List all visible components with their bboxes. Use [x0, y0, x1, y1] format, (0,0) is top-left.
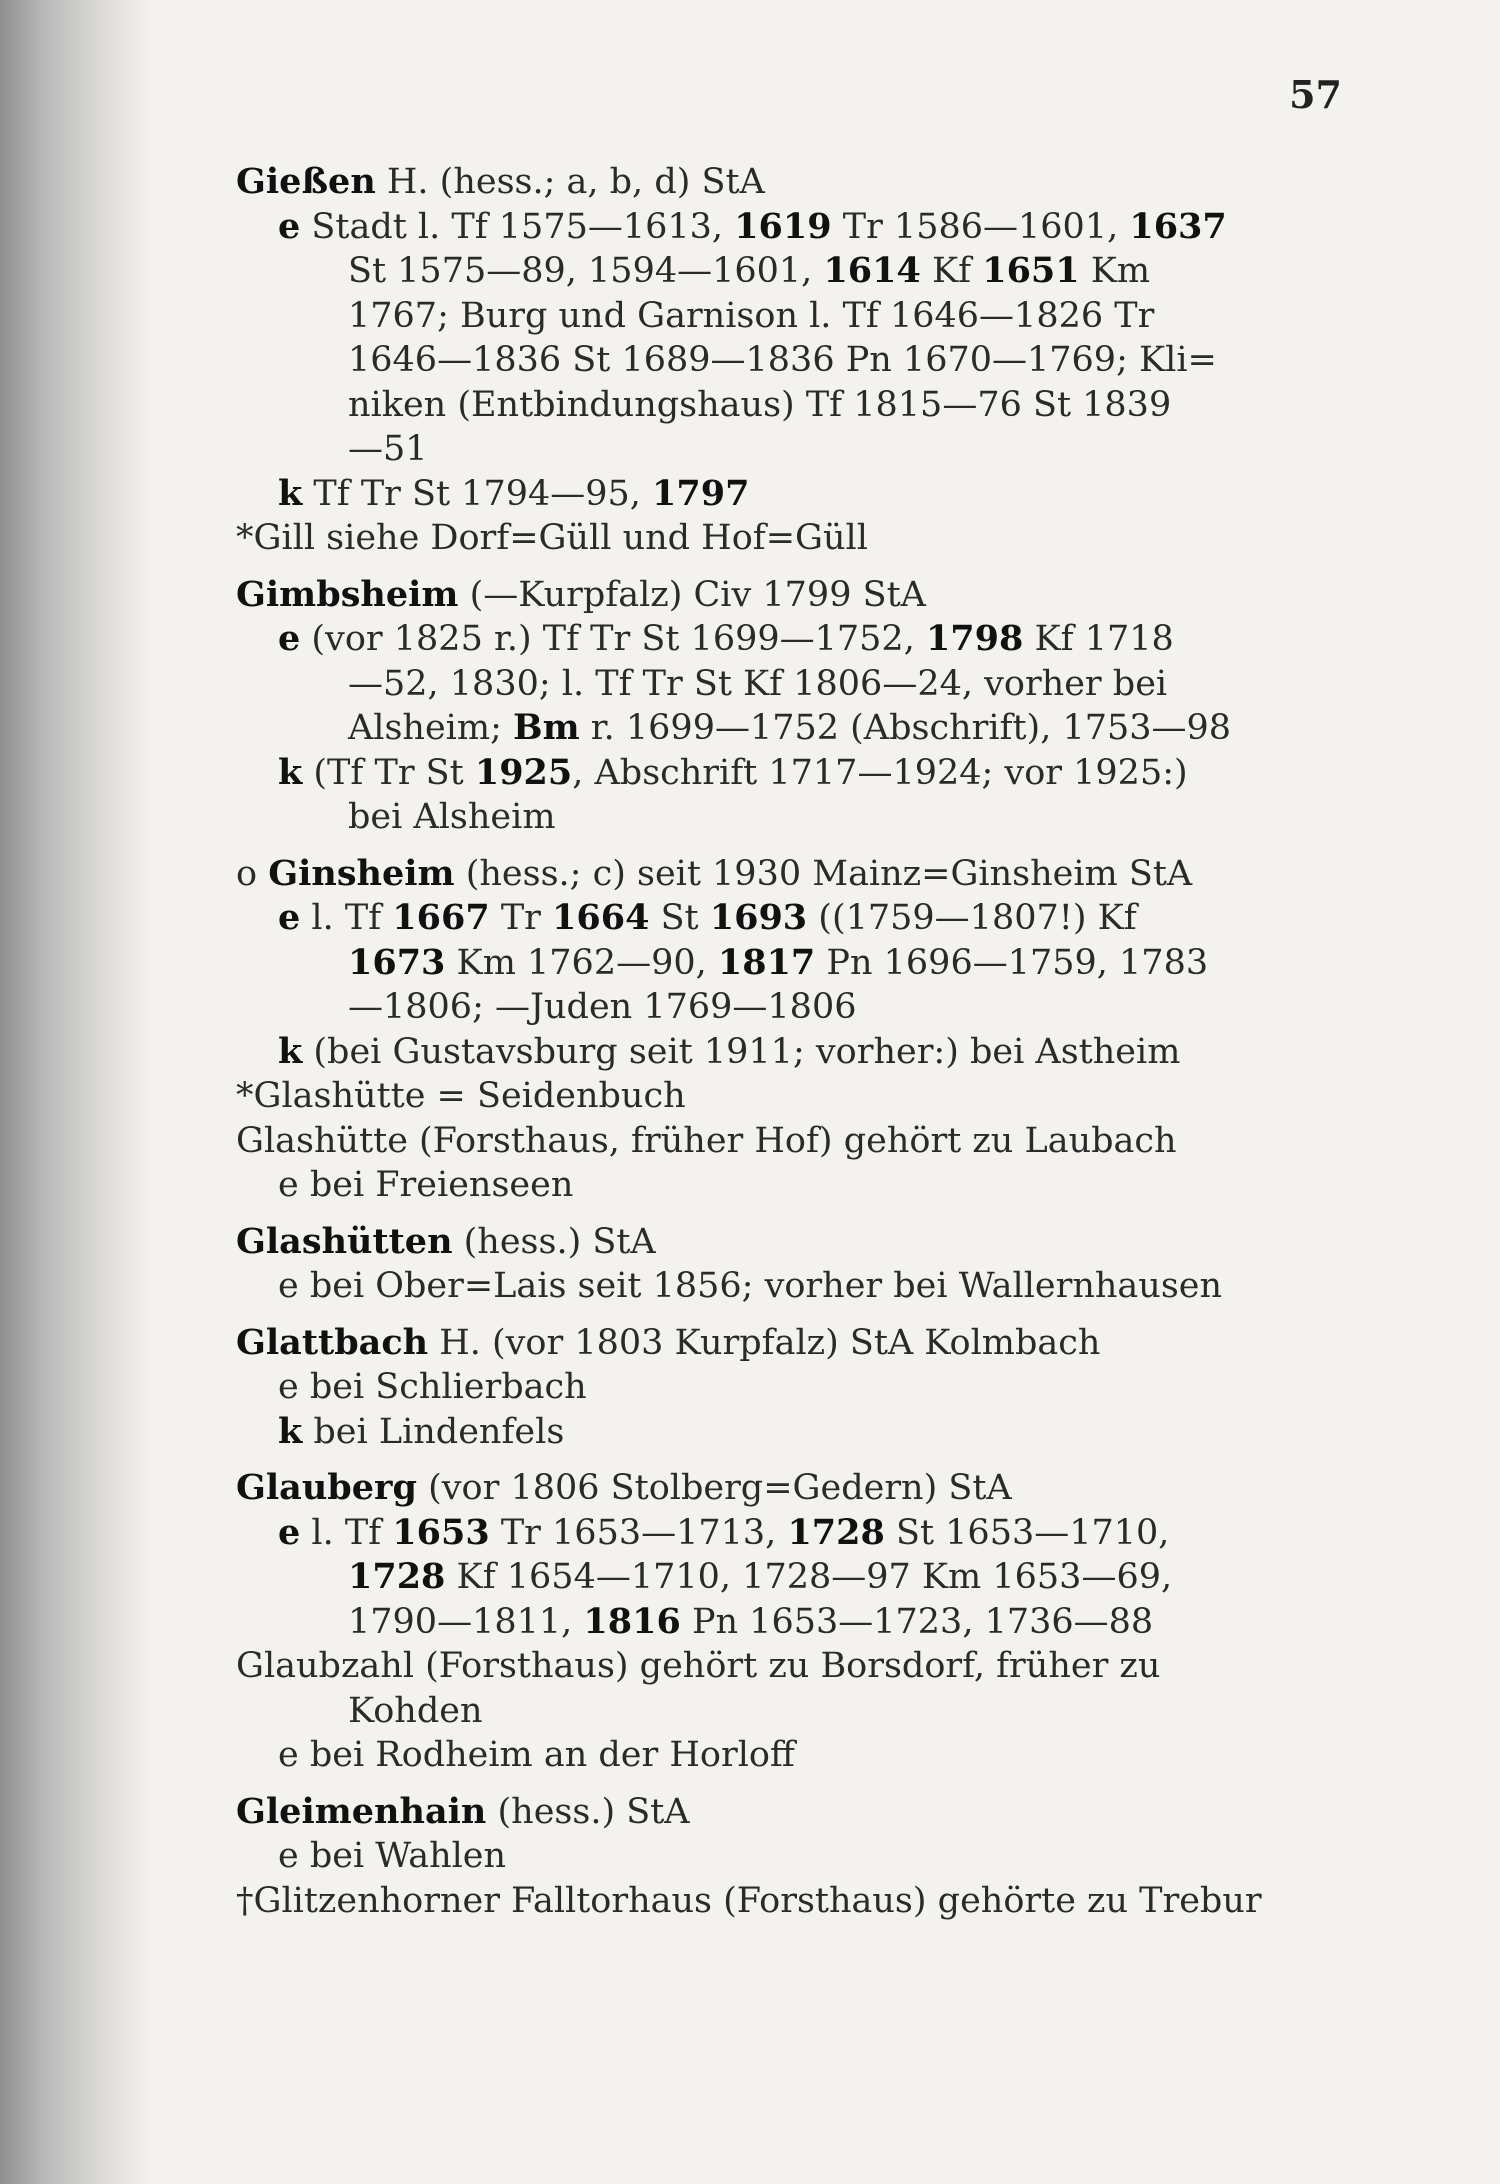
entry-line: [236, 205, 1346, 250]
bold-text: e: [278, 205, 301, 247]
bold-text: 1651: [982, 250, 1080, 291]
text-run: Tf Tr St 1794—95,: [302, 473, 653, 514]
text-run: Km: [1079, 251, 1151, 291]
text-run: 1767; Burg und Garnison l. Tf 1646—1826 Tr: [348, 295, 1155, 336]
text-run: (hess.; c) seit 1930 Mainz=Ginsheim StA: [454, 853, 1193, 894]
entry-line: [236, 160, 1346, 205]
text-run: bei Alsheim: [348, 797, 556, 837]
text-run: l. Tf: [300, 898, 393, 938]
text-run: , Abschrift 1717—1924; vor 1925:): [572, 752, 1188, 793]
bold-text: 1797: [652, 472, 750, 514]
text-run: *Gill siehe Dorf=Güll und Hof=Güll: [236, 518, 868, 558]
entry-line: [236, 617, 1346, 662]
bold-text: Gleimenhain: [236, 1790, 487, 1832]
entry-line: [236, 1790, 1346, 1835]
entry-line: [236, 751, 1346, 796]
page-gutter-shadow: [0, 0, 150, 2184]
bold-text: e: [278, 618, 301, 659]
entry-line: [236, 1689, 1346, 1734]
bold-text: 1637: [1129, 205, 1227, 247]
bold-text: 1728: [348, 1556, 446, 1597]
bold-text: Gimbsheim: [236, 573, 459, 615]
bold-text: 1664: [552, 897, 650, 938]
text-run: Kohden: [348, 1690, 483, 1731]
bold-text: Glashütten: [236, 1220, 453, 1262]
text-run: H. (hess.; a, b, d) StA: [375, 162, 765, 202]
entry-line: [236, 1600, 1346, 1645]
entry-line: [236, 1834, 1346, 1879]
text-run: Kf 1718: [1023, 619, 1174, 659]
entry-line: [236, 1511, 1346, 1556]
entry-line: [236, 1119, 1346, 1164]
entry-line: [236, 472, 1346, 517]
gazetteer-entries: [236, 160, 1346, 1923]
entry-line: [236, 706, 1346, 751]
text-run: e bei Ober=Lais seit 1856; vorher bei Wallernhausen: [278, 1266, 1223, 1306]
entry-line: [236, 1879, 1346, 1924]
entry-line: [236, 516, 1346, 561]
text-run: (vor 1825 r.) Tf Tr St 1699—1752,: [300, 619, 926, 659]
entry-line: [236, 941, 1346, 986]
text-run: (bei Gustavsburg seit 1911; vorher:) bei Astheim: [302, 1031, 1181, 1072]
text-run: —52, 1830; l. Tf Tr St Kf 1806—24, vorher bei: [348, 663, 1168, 704]
bold-text: e: [278, 897, 301, 938]
text-run: Alsheim;: [348, 708, 513, 748]
bold-text: 1673: [348, 941, 446, 983]
text-run: —1806; —Juden 1769—1806: [348, 987, 857, 1027]
text-run: 1790—1811,: [348, 1601, 584, 1642]
text-run: (hess.) StA: [452, 1221, 656, 1262]
text-run: (vor 1806 Stolberg=Gedern) StA: [416, 1468, 1012, 1508]
entry-line: [236, 852, 1346, 897]
text-run: Stadt l. Tf 1575—1613,: [300, 206, 735, 247]
bold-text: k: [278, 751, 303, 793]
bold-text: 1817: [717, 941, 816, 983]
text-run: Km 1762—90,: [445, 942, 718, 983]
entry-line: [236, 662, 1346, 707]
text-run: Tr 1586—1601,: [831, 206, 1130, 247]
entry-line: [236, 1220, 1346, 1265]
bold-text: Ginsheim: [268, 852, 455, 894]
entry-line: [236, 427, 1346, 472]
entry-line: [236, 1410, 1346, 1455]
text-run: l. Tf: [300, 1512, 393, 1553]
entry-line: [236, 1264, 1346, 1309]
entry-line: [236, 573, 1346, 618]
text-run: Tr 1653—1713,: [489, 1512, 788, 1553]
bold-text: k: [278, 472, 303, 514]
bold-text: 1693: [709, 897, 808, 938]
bold-text: 1667: [392, 897, 490, 938]
entry-line: [236, 249, 1346, 294]
text-run: niken (Entbindungshaus) Tf 1815—76 St 1839: [348, 384, 1172, 425]
bold-text: 1798: [925, 618, 1024, 659]
bold-text: 1653: [392, 1511, 490, 1553]
text-run: —51: [348, 429, 428, 469]
text-run: e bei Rodheim an der Horloff: [278, 1735, 795, 1775]
text-run: Tr: [489, 898, 553, 938]
text-run: 1646—1836 St 1689—1836 Pn 1670—1769; Kli=: [348, 340, 1217, 380]
entry-line: [236, 383, 1346, 428]
text-run: r. 1699—1752 (Abschrift), 1753—98: [579, 708, 1232, 748]
text-run: Glaubzahl (Forsthaus) gehört zu Borsdorf, früher zu: [236, 1646, 1161, 1686]
page-number: 57: [1289, 72, 1342, 117]
text-run: Pn 1696—1759, 1783: [815, 942, 1209, 983]
text-run: Pn 1653—1723, 1736—88: [680, 1601, 1154, 1642]
bold-text: 1925: [474, 751, 573, 793]
text-run: Glashütte (Forsthaus, früher Hof) gehört zu Laubach: [236, 1120, 1177, 1161]
bold-text: 1619: [734, 205, 832, 247]
entry-line: [236, 338, 1346, 383]
entry-line: [236, 1365, 1346, 1410]
text-run: Kf 1654—1710, 1728—97 Km 1653—69,: [445, 1557, 1173, 1597]
entry-line: [236, 1321, 1346, 1366]
bold-text: 1728: [787, 1511, 885, 1553]
bold-text: Glauberg: [236, 1467, 417, 1508]
text-run: H. (vor 1803 Kurpfalz) StA Kolmbach: [428, 1322, 1101, 1363]
text-run: ((1759—1807!) Kf: [807, 898, 1137, 938]
entry-line: [236, 294, 1346, 339]
text-run: *Glashütte = Seidenbuch: [236, 1076, 686, 1116]
entry-line: [236, 795, 1346, 840]
text-run: St: [649, 898, 710, 938]
text-run: (hess.) StA: [486, 1791, 690, 1832]
text-run: e bei Schlierbach: [278, 1367, 587, 1407]
text-run: Kf: [920, 251, 983, 291]
text-run: (Tf Tr St: [302, 752, 475, 793]
entry-line: [236, 1733, 1346, 1778]
text-run: bei Lindenfels: [302, 1411, 565, 1452]
bold-text: k: [278, 1030, 303, 1072]
bold-text: e: [278, 1511, 301, 1553]
text-run: St 1653—1710,: [884, 1512, 1170, 1553]
text-run: e bei Wahlen: [278, 1836, 507, 1876]
text-run: †Glitzenhorner Falltorhaus (Forsthaus) gehörte zu Trebur: [236, 1880, 1262, 1921]
bold-text: Bm: [513, 707, 580, 748]
bold-text: Gießen: [236, 161, 376, 202]
bold-text: Glattbach: [236, 1321, 429, 1363]
entry-line: [236, 1555, 1346, 1600]
entry-line: [236, 1030, 1346, 1075]
bold-text: 1816: [583, 1600, 681, 1642]
entry-line: [236, 1074, 1346, 1119]
entry-line: [236, 1163, 1346, 1208]
entry-line: [236, 896, 1346, 941]
entry-line: [236, 985, 1346, 1030]
text-run: (—Kurpfalz) Civ 1799 StA: [458, 574, 926, 615]
entry-line: [236, 1644, 1346, 1689]
text-run: e bei Freienseen: [278, 1165, 574, 1205]
text-run: o: [236, 853, 269, 894]
bold-text: 1614: [823, 250, 921, 291]
text-run: St 1575—89, 1594—1601,: [348, 251, 824, 291]
bold-text: k: [278, 1410, 303, 1452]
entry-line: [236, 1466, 1346, 1511]
